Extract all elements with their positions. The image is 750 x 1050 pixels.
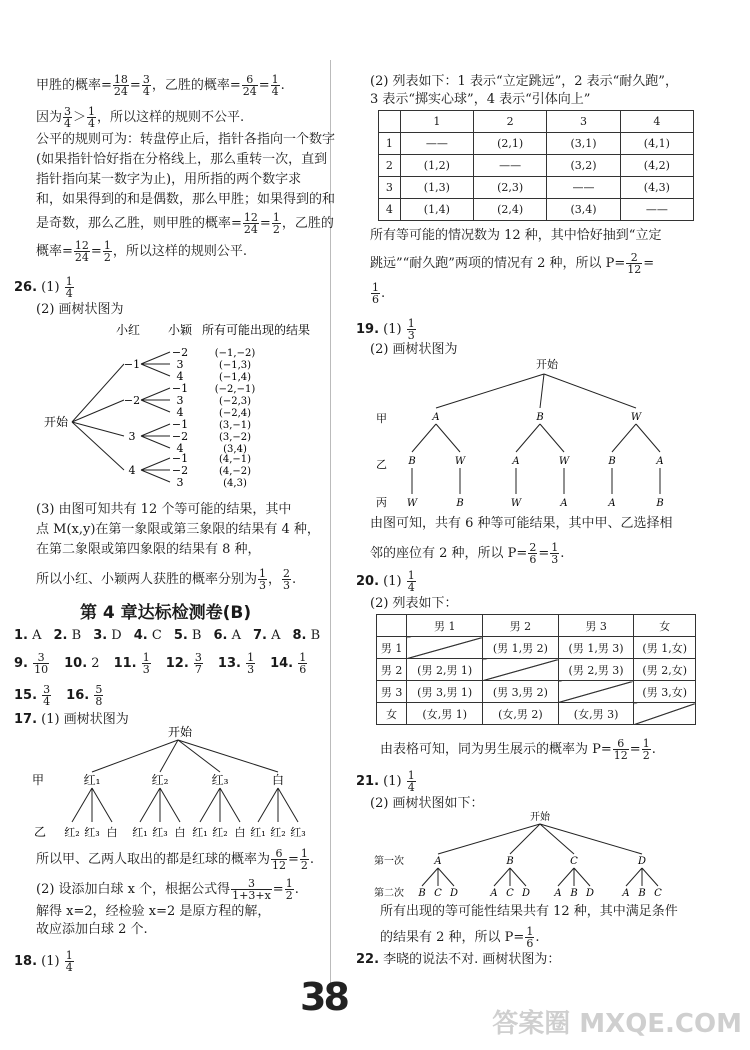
table-cell: (1,3) — [400, 177, 473, 199]
tree21-root: 开始 — [530, 812, 550, 823]
tree17-level2-node: 白 — [174, 826, 186, 839]
fair-line-5: 概率= $\frac{12}{24}$ = $\frac{1}{2}$ ，所以这样的规则公平. — [36, 239, 247, 264]
q17-conclusion: 所以甲、乙两人取出的都是红球的概率为 $\frac{6}{12}$ = $\frac{1}{2}$ . — [36, 847, 315, 872]
tree21-level2-node: C — [506, 888, 514, 899]
tree17-level2-node: 红₁ — [250, 826, 266, 839]
answer-5: 5. B — [173, 628, 202, 643]
tree26-level1-node: −2 — [123, 394, 141, 407]
section-title: 第 4 章达标检测卷(B) — [80, 603, 252, 623]
tree-diagram-19 — [368, 356, 688, 512]
table-cell: (男 1,女) — [634, 637, 696, 659]
table-cell: 2 — [379, 155, 401, 177]
tree26-level2-node: 3 — [176, 394, 184, 407]
tree-branch — [510, 868, 526, 886]
fair-line-2: 指针指向某一数字为止)，用所指的两个数字求 — [36, 172, 302, 187]
tree-branch — [642, 868, 658, 886]
tree26-result: (4,−2) — [218, 466, 252, 477]
answer-16: 16. $\frac{5}{8}$ — [66, 683, 103, 708]
tree-branch — [141, 400, 170, 412]
table-cell — [407, 637, 483, 659]
fraction: $\frac{1}{3}$ — [259, 567, 267, 592]
fraction: $\frac{2}{3}$ — [283, 567, 291, 592]
table-cell: (3,4) — [547, 199, 620, 221]
fair-line-0: 公平的规则可为：转盘停止后，指针各指向一个数字 — [36, 132, 336, 147]
table-cell: 男 2 — [377, 659, 407, 681]
fraction: $\frac{12}{24}$ — [243, 211, 258, 236]
tree19-level2-node: B — [408, 456, 416, 467]
tree-branch — [220, 788, 240, 822]
tree-branch — [278, 788, 298, 822]
tree19-level3-node: A — [560, 498, 568, 509]
fraction: $\frac{1}{4}$ — [88, 105, 96, 130]
tree26-result: (3,−2) — [218, 432, 252, 443]
tree-branch — [412, 424, 436, 452]
tree19-level3-node: W — [510, 498, 522, 509]
q21-conclusion-1: 的结果有 2 种，所以 P= $\frac{1}{6}$ . — [380, 925, 540, 950]
fraction: $\frac{12}{24}$ — [74, 239, 89, 264]
q26-part3-line1: 点 M(x,y)在第一象限或第三象限的结果有 4 种， — [36, 522, 320, 537]
tree-branch — [178, 740, 278, 772]
tree-branch — [92, 788, 112, 822]
tree-branch — [178, 740, 220, 772]
answer-11: 11. $\frac{1}{3}$ — [113, 651, 150, 676]
tree-branch — [200, 788, 220, 822]
fair-line-4: 是奇数，那么乙胜，则甲胜的概率= $\frac{12}{24}$ = $\frac{1}{2}$ ，乙胜的 — [36, 211, 334, 236]
q21-part2: (2) 画树状图如下： — [370, 796, 484, 811]
table-students — [376, 614, 696, 725]
tree19-label-jia: 甲 — [376, 412, 387, 425]
tree-branch — [422, 868, 438, 886]
page-number-stamp: 38 — [300, 975, 347, 1019]
tree17-level2-node: 红₃ — [84, 826, 100, 839]
answer-6: 6. A — [213, 628, 241, 643]
table-cell: (2,3) — [473, 177, 546, 199]
tree-branch — [258, 788, 278, 822]
answer-12: 12. $\frac{3}{7}$ — [165, 651, 202, 676]
tree-branch — [540, 424, 564, 452]
tree17-label-a: 甲 — [32, 773, 45, 787]
fraction: $\frac{3}{1+3+x}$ — [232, 877, 271, 902]
tree19-level3-node: B — [656, 498, 664, 509]
tree17-level2-node: 红₂ — [212, 826, 228, 839]
q26-part2: (2) 画树状图为 — [36, 302, 124, 317]
tree21-level2-node: A — [490, 888, 498, 899]
q20-part2: (2) 列表如下： — [370, 596, 458, 611]
fair-line-3: 和，如果得到的和是偶数，那么甲胜；如果得到的和 — [36, 192, 336, 207]
tree-branch — [160, 740, 178, 772]
tree21-label-a: 第一次 — [374, 856, 404, 867]
tree26-result: (−1,3) — [218, 360, 252, 371]
fraction: $\frac{6}{24}$ — [242, 73, 257, 98]
table-cell: 3 — [379, 177, 401, 199]
table-cell: (3,2) — [547, 155, 620, 177]
tree21-level2-node: A — [622, 888, 630, 899]
tree26-header-2: 所有可能出现的结果 — [202, 323, 311, 337]
tree26-level2-node: 3 — [176, 358, 184, 371]
table-cell: (男 3,男 2) — [483, 681, 559, 703]
table-header-cell: 2 — [473, 111, 546, 133]
answers-row3 — [14, 684, 118, 707]
tree17-level2-node: 红₂ — [270, 826, 286, 839]
tree26-level2-node: 4 — [176, 406, 184, 419]
tree-branch — [544, 374, 636, 408]
q18-part2-line1: 3 表示“掷实心球”，4 表示“引体向上” — [370, 92, 591, 107]
tree21-level2-node: D — [521, 888, 531, 899]
answer-7: 7. A — [253, 628, 281, 643]
answers-row1 — [14, 628, 332, 644]
table-header-row — [377, 615, 696, 637]
table-row — [379, 177, 694, 199]
fair-line-1: (如果指针恰好指在分格线上，那么重转一次，直到 — [36, 152, 328, 167]
tree26-result: (3,4) — [223, 444, 247, 455]
tree17-level1-node: 白 — [271, 773, 285, 787]
q18-after-0: 所有等可能的情况数为 12 种，其中恰好抽到“立定 — [370, 228, 662, 243]
tree-branch — [612, 424, 636, 452]
tree21-level2-node: A — [554, 888, 562, 899]
fraction: $\frac{1}{4}$ — [407, 769, 415, 794]
tree-branch — [141, 424, 170, 436]
q17-part2-answer: 故应添加白球 2 个. — [36, 922, 148, 937]
tree17-level2-node: 白 — [106, 826, 118, 839]
tree-branch — [438, 868, 454, 886]
tree19-level2-node: A — [512, 456, 520, 467]
tree26-result: (−2,3) — [218, 396, 252, 407]
tree26-result: (3,−1) — [218, 420, 252, 431]
tree26-result: (4,−1) — [218, 454, 252, 465]
q18-part2-line0: (2) 列表如下：1 表示“立定跳远”，2 表示“耐久跑”， — [370, 74, 678, 89]
tree17-level2-node: 红₁ — [192, 826, 208, 839]
table-cell — [483, 659, 559, 681]
table-cell: (男 2,男 3) — [558, 659, 634, 681]
table-cell: (男 3,男 1) — [407, 681, 483, 703]
fraction: $\frac{1}{4}$ — [407, 569, 415, 594]
tree21-level2-node: C — [654, 888, 662, 899]
table-cell: (1,4) — [400, 199, 473, 221]
q26-part3-line0: (3) 由图可知共有 12 个等可能的结果，其中 — [36, 502, 292, 517]
tree21-level1-node: C — [570, 856, 578, 867]
table-cell: —— — [473, 155, 546, 177]
tree-diagram-26 — [40, 318, 330, 498]
fraction: $\frac{6}{12}$ — [613, 737, 628, 762]
tree-branch — [626, 868, 642, 886]
tree26-level1-node: −1 — [123, 358, 141, 371]
fraction: $\frac{1}{6}$ — [526, 925, 534, 950]
table-cell: 男 3 — [377, 681, 407, 703]
tree-branch — [436, 374, 544, 408]
fraction: $\frac{2}{6}$ — [529, 541, 537, 566]
tree26-result: (−1,−2) — [214, 348, 256, 359]
table-cell: —— — [400, 133, 473, 155]
table-cell: (2,4) — [473, 199, 546, 221]
q18-after-1: 跳远”“耐久跑”两项的情况有 2 种，所以 P= $\frac{2}{12}$ = — [370, 251, 655, 276]
table-cell: —— — [620, 199, 693, 221]
tree26-level2-node: 3 — [176, 476, 184, 489]
answer-15: 15. $\frac{3}{4}$ — [14, 683, 51, 708]
tree21-level2-node: B — [570, 888, 578, 899]
tree-branch — [72, 400, 124, 422]
q26-part3-line3: 所以小红、小颖两人获胜的概率分别为 $\frac{1}{3}$ ， $\frac{2}{3}$ . — [36, 567, 297, 592]
q17-part2-solve: 解得 x=2，经检验 x=2 是原方程的解， — [36, 904, 271, 919]
tree17-label-b: 乙 — [34, 825, 47, 839]
answer-9: 9. $\frac{3}{10}$ — [14, 651, 49, 676]
table-row — [377, 681, 696, 703]
answers-row2 — [14, 652, 322, 675]
fraction: $\frac{1}{2}$ — [300, 847, 308, 872]
table-header-cell — [379, 111, 401, 133]
tree26-level2-node: −2 — [171, 464, 189, 477]
table-cell: (女,男 3) — [558, 703, 634, 725]
tree19-label-yi: 乙 — [376, 458, 387, 471]
tree-branch — [141, 470, 170, 482]
fraction: $\frac{1}{2}$ — [272, 211, 280, 236]
q22: 22. 李晓的说法不对. 画树状图为： — [356, 952, 561, 967]
answer-1: 1. A — [14, 628, 42, 643]
answer-13: 13. $\frac{1}{3}$ — [217, 651, 255, 676]
q17-part2: (2) 设添加白球 x 个，根据公式得 $\frac{3}{1+3+x}$ = $\frac{1}{2}$ . — [36, 877, 299, 902]
table-header-cell: 男 3 — [558, 615, 634, 637]
tree19-label-bing: 丙 — [376, 496, 387, 509]
table-cell: (男 1,男 3) — [558, 637, 634, 659]
table-cell — [558, 681, 634, 703]
tree21-level1-node: B — [506, 856, 514, 867]
tree17-level2-node: 红₃ — [152, 826, 168, 839]
tree19-level2-node: W — [454, 456, 466, 467]
table-row — [379, 155, 694, 177]
table-header-cell: 1 — [400, 111, 473, 133]
table-row — [377, 637, 696, 659]
q17-part1: 17. (1) 画树状图为 — [14, 712, 129, 727]
tree-branch — [141, 352, 170, 364]
tree26-level1-node: 3 — [128, 430, 136, 443]
answer-14: 14. $\frac{1}{6}$ — [270, 651, 307, 676]
q18-part1: 18. (1) $\frac{1}{4}$ — [14, 949, 73, 974]
fraction: $\frac{1}{2}$ — [642, 737, 650, 762]
table-header-cell: 3 — [547, 111, 620, 133]
tree21-level1-node: A — [434, 856, 442, 867]
q21-conclusion-0: 所有出现的等可能性结果共有 12 种，其中满足条件 — [380, 904, 678, 919]
tree-diagram-21 — [370, 808, 690, 900]
table-header-cell: 女 — [634, 615, 696, 637]
q18-after-2: $\frac{1}{6}$ . — [372, 281, 386, 306]
table-header-cell: 男 2 — [483, 615, 559, 637]
tree26-level1-node: 4 — [128, 464, 136, 477]
q26-part1: 26. (1) $\frac{1}{4}$ — [14, 275, 73, 300]
tree26-level2-node: 4 — [176, 442, 184, 455]
tree-branch — [574, 868, 590, 886]
table-cell: (1,2) — [400, 155, 473, 177]
tree-branch — [516, 424, 540, 452]
tree17-level2-node: 白 — [234, 826, 246, 839]
fraction: $\frac{1}{2}$ — [103, 239, 111, 264]
table-row — [379, 199, 694, 221]
tree19-level2-node: A — [656, 456, 664, 467]
tree21-level1-node: D — [637, 856, 647, 867]
table-cell: 男 1 — [377, 637, 407, 659]
table-cell: (2,1) — [473, 133, 546, 155]
tree17-level2-node: 红₂ — [64, 826, 80, 839]
tree-branch — [636, 424, 660, 452]
answer-10: 10. 2 — [64, 656, 100, 671]
tree-branch — [540, 824, 642, 854]
table-cell: 4 — [379, 199, 401, 221]
table-header-cell: 男 1 — [407, 615, 483, 637]
tree-branch — [141, 388, 170, 400]
fraction: $\frac{1}{3}$ — [551, 541, 559, 566]
tree-branch — [92, 740, 178, 772]
tree21-level2-node: B — [638, 888, 646, 899]
tree21-level2-node: B — [418, 888, 426, 899]
tree-branch — [140, 788, 160, 822]
tree19-level3-node: A — [608, 498, 616, 509]
q21-part1: 21. (1) $\frac{1}{4}$ — [356, 769, 415, 794]
tree19-level2-node: W — [558, 456, 570, 467]
q26-part3-line2: 在第二象限或第四象限的结果有 8 种， — [36, 542, 261, 557]
table-cell: (女,男 1) — [407, 703, 483, 725]
tree-diagram-17 — [30, 722, 330, 840]
tree-branch — [72, 364, 124, 422]
tree19-level2-node: B — [608, 456, 616, 467]
tree19-level1-node: B — [536, 412, 544, 423]
tree19-level1-node: W — [630, 412, 642, 423]
answer-3: 3. D — [93, 628, 122, 643]
tree17-level1-node: 红₂ — [151, 773, 169, 787]
tree17-level1-node: 红₃ — [211, 773, 229, 787]
tree21-level2-node: D — [449, 888, 459, 899]
fraction: $\frac{3}{4}$ — [142, 73, 150, 98]
table-header-cell — [377, 615, 407, 637]
fraction: $\frac{6}{12}$ — [272, 847, 287, 872]
p2-line: 因为 $\frac{3}{4}$ ＞ $\frac{1}{4}$ ，所以这样的规则不公平. — [36, 105, 245, 130]
tree26-result: (−2,4) — [218, 408, 252, 419]
tree-branch — [141, 458, 170, 470]
tree26-header-1: 小颖 — [168, 323, 193, 337]
table-cell: (男 1,男 2) — [483, 637, 559, 659]
answer-8: 8. B — [292, 628, 321, 643]
fraction: $\frac{1}{4}$ — [65, 949, 73, 974]
table-row — [379, 133, 694, 155]
table-cell: —— — [547, 177, 620, 199]
tree19-root: 开始 — [536, 358, 558, 371]
tree-branch — [141, 364, 170, 376]
p1-line: 甲胜的概率= $\frac{18}{24}$ = $\frac{3}{4}$ ，乙胜的概率= $\frac{6}{24}$ = $\frac{1}{4}$ . — [36, 73, 285, 98]
answer-4: 4. C — [133, 628, 162, 643]
table-row — [377, 703, 696, 725]
tree17-level1-node: 红₁ — [83, 773, 101, 787]
table-cell: (4,2) — [620, 155, 693, 177]
tree-branch — [436, 424, 460, 452]
q19-conclusion-0: 由图可知，共有 6 种等可能结果，其中甲、乙选择相 — [370, 516, 673, 531]
tree26-result: (−1,4) — [218, 372, 252, 383]
fraction: $\frac{1}{2}$ — [285, 877, 293, 902]
fraction: $\frac{1}{4}$ — [271, 73, 279, 98]
table-cell: 女 — [377, 703, 407, 725]
table-cell: (男 2,女) — [634, 659, 696, 681]
table-header-row — [379, 111, 694, 133]
q19-part1: 19. (1) $\frac{1}{3}$ — [356, 317, 415, 342]
table-cell: (4,1) — [620, 133, 693, 155]
tree-branch — [72, 788, 92, 822]
table-header-cell: 4 — [620, 111, 693, 133]
tree26-level2-node: −1 — [171, 452, 189, 465]
tree21-level2-node: C — [434, 888, 442, 899]
fraction: $\frac{18}{24}$ — [113, 73, 128, 98]
tree19-level3-node: B — [456, 498, 464, 509]
tree26-level2-node: −2 — [171, 430, 189, 443]
tree-branch — [141, 436, 170, 448]
tree17-level2-node: 红₁ — [132, 826, 148, 839]
answer-2: 2. B — [53, 628, 82, 643]
fraction: $\frac{1}{4}$ — [65, 275, 73, 300]
table-events — [378, 110, 694, 221]
tree21-label-b: 第二次 — [374, 888, 404, 899]
tree-branch — [494, 868, 510, 886]
tree26-result: (−2,−1) — [214, 384, 256, 395]
table-cell: (女,男 2) — [483, 703, 559, 725]
tree-branch — [558, 868, 574, 886]
tree17-level2-node: 红₃ — [290, 826, 306, 839]
q19-part2: (2) 画树状图为 — [370, 342, 458, 357]
q20-conclusion: 由表格可知，同为男生展示的概率为 P= $\frac{6}{12}$ = $\frac{1}{2}$ . — [380, 737, 656, 762]
tree26-level2-node: 4 — [176, 370, 184, 383]
watermark: 答案圈 MXQE.COM — [492, 1009, 742, 1039]
table-cell: (4,3) — [620, 177, 693, 199]
fraction: $\frac{1}{6}$ — [372, 281, 379, 306]
tree26-result: (4,3) — [223, 478, 247, 489]
tree26-level2-node: −1 — [171, 418, 189, 431]
fraction: $\frac{3}{4}$ — [64, 105, 72, 130]
q19-conclusion-1: 邻的座位有 2 种，所以 P= $\frac{2}{6}$ = $\frac{1}{3}$ . — [370, 541, 565, 566]
fraction: $\frac{1}{3}$ — [407, 317, 415, 342]
fraction: $\frac{2}{12}$ — [627, 251, 642, 276]
tree26-header-0: 小红 — [116, 323, 141, 337]
table-cell: (男 3,女) — [634, 681, 696, 703]
table-cell: (3,1) — [547, 133, 620, 155]
tree-branch — [540, 374, 544, 408]
tree17-root: 开始 — [168, 725, 193, 739]
tree26-level2-node: −2 — [171, 346, 189, 359]
tree26-level2-node: −1 — [171, 382, 189, 395]
q20-part1: 20. (1) $\frac{1}{4}$ — [356, 569, 415, 594]
table-cell — [634, 703, 696, 725]
tree-branch — [160, 788, 180, 822]
table-cell: (男 2,男 1) — [407, 659, 483, 681]
table-row — [377, 659, 696, 681]
tree19-level1-node: A — [432, 412, 440, 423]
tree21-level2-node: D — [585, 888, 595, 899]
tree26-root: 开始 — [44, 415, 69, 429]
table-cell: 1 — [379, 133, 401, 155]
tree19-level3-node: W — [406, 498, 418, 509]
